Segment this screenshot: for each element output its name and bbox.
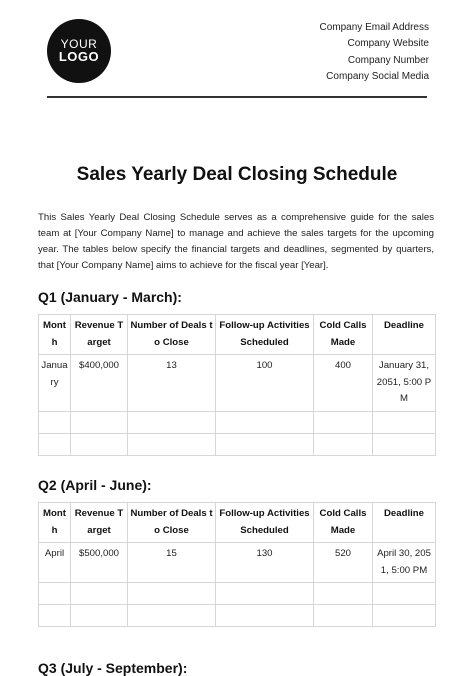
col-month: Month xyxy=(39,503,71,543)
col-followups: Follow-up Activities Scheduled xyxy=(216,315,314,355)
col-cold-calls: Cold Calls Made xyxy=(314,503,373,543)
cell-followups: 130 xyxy=(216,543,314,583)
col-revenue: Revenue Target xyxy=(71,503,128,543)
cell-month: April xyxy=(39,543,71,583)
cell-revenue: $500,000 xyxy=(71,543,128,583)
col-deadline: Deadline xyxy=(373,503,436,543)
cell-cold-calls: 400 xyxy=(314,355,373,412)
col-cold-calls: Cold Calls Made xyxy=(314,315,373,355)
table-row-empty xyxy=(39,433,436,455)
table-header-row xyxy=(39,315,436,355)
table-row xyxy=(39,543,436,583)
company-social: Company Social Media xyxy=(326,70,429,82)
cell-deals: 15 xyxy=(128,543,216,583)
table-row-empty xyxy=(39,583,436,605)
col-month: Month xyxy=(39,315,71,355)
company-logo xyxy=(47,19,111,83)
table-row xyxy=(39,355,436,412)
company-website: Company Website xyxy=(347,38,429,50)
cell-deadline: April 30, 2051, 5:00 PM xyxy=(373,543,436,583)
col-followups: Follow-up Activities Scheduled xyxy=(216,503,314,543)
table-row-empty xyxy=(39,411,436,433)
header-divider xyxy=(47,96,427,98)
q3-heading: Q3 (July - September): xyxy=(38,660,188,676)
table-row-empty xyxy=(39,605,436,627)
logo-line-2: LOGO xyxy=(58,49,100,65)
page-title: Sales Yearly Deal Closing Schedule xyxy=(76,164,398,185)
col-deals: Number of Deals to Close xyxy=(128,503,216,543)
cell-cold-calls: 520 xyxy=(314,543,373,583)
q2-table xyxy=(38,502,436,627)
col-revenue: Revenue Target xyxy=(71,315,128,355)
cell-deals: 13 xyxy=(128,355,216,412)
intro-paragraph: This Sales Yearly Deal Closing Schedule serves as a comprehensive guide for the sales team at [Your Company Name] to manage and achieve the sales targets for the upcoming year. The tables below specify the financial targets and deadlines, segmented by quarters, that [Your Company Name] aims to achieve for the fiscal year [Year]. xyxy=(38,212,434,271)
table-header-row xyxy=(39,503,436,543)
contact-block xyxy=(320,20,430,85)
q2-heading: Q2 (April - June): xyxy=(38,477,152,493)
cell-month: January xyxy=(39,355,71,412)
cell-revenue: $400,000 xyxy=(71,355,128,412)
company-email: Company Email Address xyxy=(319,22,429,33)
col-deadline: Deadline xyxy=(373,315,436,355)
col-deals: Number of Deals to Close xyxy=(128,315,216,355)
logo-line-1: YOUR xyxy=(60,36,98,51)
q1-table xyxy=(38,314,436,456)
cell-deadline: January 31, 2051, 5:00 PM xyxy=(373,355,436,412)
q1-heading: Q1 (January - March): xyxy=(38,289,182,305)
cell-followups: 100 xyxy=(216,355,314,412)
company-number: Company Number xyxy=(347,54,429,66)
